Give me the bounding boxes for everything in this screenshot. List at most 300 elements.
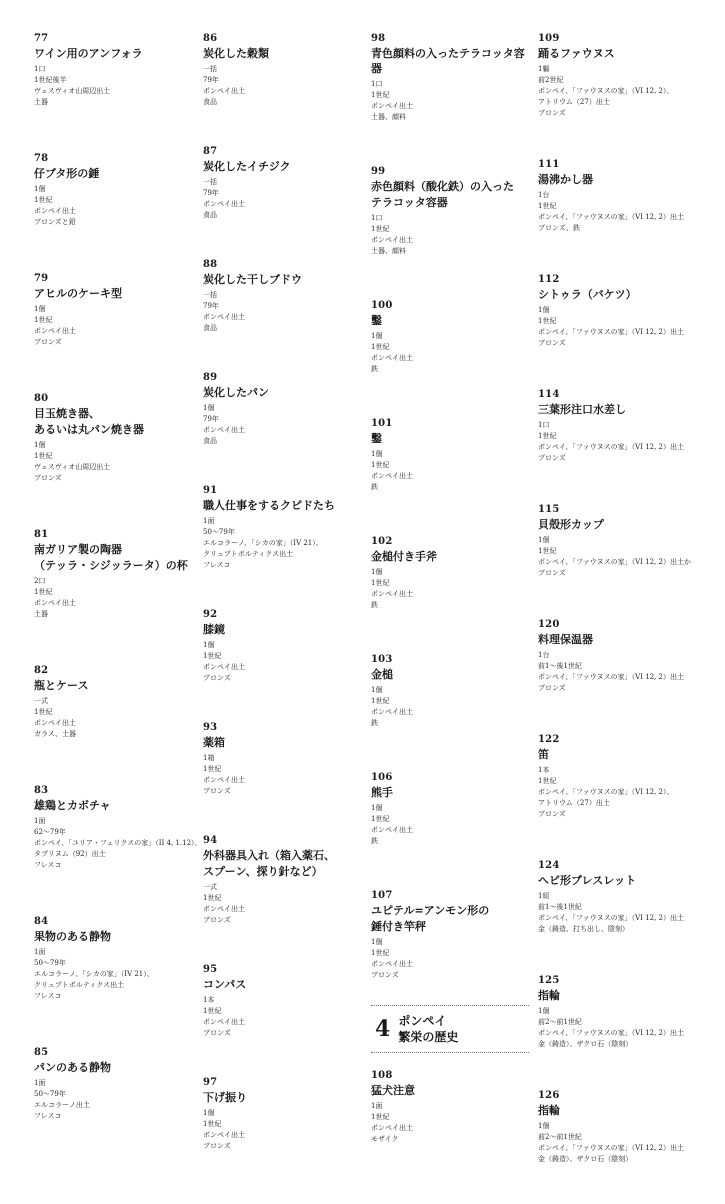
entry-detail-line: ブロンズ <box>34 338 62 346</box>
entry-title <box>371 785 529 800</box>
entry-detail-line: 鉄 <box>371 483 378 491</box>
section-number: 4 <box>375 1016 391 1042</box>
entry-title-line: 青色顔料の入ったテラコッタ容器 <box>371 47 525 75</box>
entry-detail-line: 1台 <box>538 191 550 199</box>
catalog-entry <box>34 528 192 620</box>
entry-detail-line: ポンペイ出土 <box>371 102 413 110</box>
entry-detail-line: ブロンズ <box>203 1029 231 1037</box>
entry-title <box>538 632 708 647</box>
entry-detail-line: 1個 <box>371 450 383 458</box>
entry-title <box>34 1060 192 1075</box>
entry-number: 101 <box>371 418 393 429</box>
entry-number: 89 <box>203 372 218 383</box>
entry-title-line: 薬箱 <box>203 736 225 749</box>
entry-title <box>34 542 192 573</box>
entry-detail-line: 一括 <box>203 65 217 73</box>
catalog-column-4 <box>538 32 708 1204</box>
entry-detail-line: ポンペイ出土 <box>371 960 413 968</box>
entry-detail-line: ポンペイ出土 <box>34 599 76 607</box>
entry-detail-line: 1組 <box>538 892 550 900</box>
entry-detail-line: 1世紀 <box>371 815 390 823</box>
entry-detail-line: ポンペイ、「ファウヌスの家」（VI 12, 2）出土 <box>538 1029 685 1037</box>
entry-detail-line: 1世紀 <box>371 949 390 957</box>
section-title-line: 繁栄の歴史 <box>398 1030 459 1044</box>
entry-detail-line: 1面 <box>34 817 46 825</box>
entry-title-line: 鑿 <box>371 314 382 327</box>
entry-detail-line: 1台 <box>538 651 550 659</box>
entry-detail-line: 一括 <box>203 178 217 186</box>
entry-detail-line: 食品 <box>203 324 217 332</box>
entry-title-line: 仔ブタ形の錘 <box>34 167 100 180</box>
entry-detail-line: ポンペイ出土 <box>203 905 245 913</box>
entry-detail-line: 土器、顔料 <box>371 113 406 121</box>
catalog-entry <box>34 784 202 871</box>
entry-detail-line: 79年 <box>203 415 219 423</box>
entry-number: 95 <box>203 964 218 975</box>
entry-detail-line: ポンペイ出土 <box>203 663 245 671</box>
entry-detail-line: 1世紀 <box>34 588 53 596</box>
entry-detail-line: ポンペイ出土 <box>34 719 76 727</box>
entry-detail-line: フレスコ <box>34 992 62 1000</box>
entry-detail-line: 一式 <box>34 697 48 705</box>
entry-detail-line: 1世紀 <box>203 765 222 773</box>
entry-detail-line: 1個 <box>538 306 550 314</box>
entry-detail-line: ブロンズ <box>538 684 566 692</box>
entry-title <box>371 1083 529 1098</box>
catalog-entry <box>203 32 363 108</box>
entry-detail-line: 食品 <box>203 98 217 106</box>
entry-number: 81 <box>34 529 49 540</box>
entry-detail-line: ポンペイ出土 <box>203 1131 245 1139</box>
catalog-entry <box>203 963 363 1039</box>
entry-title <box>203 159 363 174</box>
entry-detail-line: ポンペイ、「ファウヌスの家」（VI 12, 2）出土か <box>538 558 692 566</box>
entry-detail-line: ポンペイ出土 <box>34 327 76 335</box>
entry-title <box>538 517 708 532</box>
entry-detail-line: ブロンズ <box>538 454 566 462</box>
entry-detail-line: ブロンズ <box>538 810 566 818</box>
entry-title <box>34 46 192 61</box>
entry-detail-line: 1口 <box>371 214 383 222</box>
entry-detail-line: 1口 <box>538 421 550 429</box>
entry-detail-line: ポンペイ、「ファウヌスの家」（VI 12, 2）出土 <box>538 914 685 922</box>
entry-title-line: 外科器具入れ（箱入薬石、 <box>203 849 335 862</box>
entry-number: 84 <box>34 916 49 927</box>
entry-detail-line: 1個 <box>203 1109 215 1117</box>
catalog-entry <box>371 165 529 257</box>
entry-number: 125 <box>538 975 560 986</box>
entry-detail-line: 1世紀 <box>203 894 222 902</box>
entry-detail-line: ガラス、土器 <box>34 730 76 738</box>
entry-detail-line: 79年 <box>203 302 219 310</box>
entry-number: 111 <box>538 159 560 170</box>
entry-title-line: 錘付き竿秤 <box>371 920 426 933</box>
entry-title-line: ヘビ形ブレスレット <box>538 874 637 887</box>
entry-title-line: 鑿 <box>371 432 382 445</box>
entry-detail-line: ポンペイ出土 <box>203 426 245 434</box>
entry-detail-line: 1世紀 <box>538 547 557 555</box>
entry-number: 99 <box>371 166 386 177</box>
entry-title-line: （テッラ・シジッラータ）の杯 <box>34 559 188 572</box>
entry-number: 126 <box>538 1090 560 1101</box>
entry-number: 92 <box>203 609 218 620</box>
entry-detail-line: ヴェスヴィオ山周辺出土 <box>34 463 111 471</box>
entry-title <box>34 406 192 437</box>
catalog-entry <box>371 417 529 493</box>
entry-detail-line: ポンペイ出土 <box>371 826 413 834</box>
entry-title-line: 果物のある静物 <box>34 930 111 943</box>
entry-detail-line: モザイク <box>371 1135 399 1143</box>
entry-number: 87 <box>203 146 218 157</box>
catalog-entry <box>203 721 363 797</box>
catalog-column-2 <box>203 32 363 1189</box>
entry-detail-line: 1世紀 <box>203 652 222 660</box>
entry-title <box>371 179 529 210</box>
entry-number: 86 <box>203 33 218 44</box>
entry-detail-line: フレスコ <box>34 861 62 869</box>
entry-title <box>34 286 192 301</box>
entry-title <box>371 903 529 934</box>
entry-detail-line: 1面 <box>34 948 46 956</box>
entry-detail-line: ブロンズ <box>203 1142 231 1150</box>
entry-title-line: 赤色顔料（酸化鉄）の入った <box>371 180 514 193</box>
entry-detail-line: ポンペイ出土 <box>371 590 413 598</box>
entry-title <box>34 929 192 944</box>
entry-detail-line: 1本 <box>203 996 215 1004</box>
entry-detail-line: ポンペイ出土 <box>203 200 245 208</box>
entry-title <box>203 272 363 287</box>
entry-detail-line: 1世紀 <box>34 708 53 716</box>
entry-number: 115 <box>538 504 560 515</box>
catalog-entry <box>203 145 363 221</box>
entry-detail-line: 1個 <box>203 641 215 649</box>
entry-detail-line: ポンペイ、「ファウヌスの家」（VI 12, 2）出土 <box>538 443 685 451</box>
entry-detail-line: ヴェスヴィオ山周辺出土 <box>34 87 111 95</box>
entry-title-line: 指輪 <box>538 1104 560 1117</box>
entry-detail-line: タブリヌム（92）出土 <box>34 850 106 858</box>
entry-detail-line: 1面 <box>203 517 215 525</box>
catalog-entry <box>371 32 529 123</box>
catalog-entry <box>538 1089 708 1165</box>
entry-title-line: 料理保温器 <box>538 633 593 646</box>
entry-detail-line: 土器 <box>34 610 48 618</box>
entry-detail-line: 1個 <box>371 938 383 946</box>
catalog-column-3 <box>371 32 529 1187</box>
entry-detail-line: 1面 <box>371 1102 383 1110</box>
entry-detail-line: 1世紀後半 <box>34 76 67 84</box>
entry-detail-line: 1世紀 <box>371 461 390 469</box>
entry-detail-line: ポンペイ、「ファウヌスの家」（VI 12, 2）出土 <box>538 213 685 221</box>
entry-detail-line: エルコラーノ、「シカの家」（IV 21）、 <box>203 539 323 547</box>
entry-detail-line: 79年 <box>203 189 219 197</box>
entry-title <box>538 747 708 762</box>
catalog-entry <box>371 1069 529 1145</box>
entry-detail-line: 鉄 <box>371 719 378 727</box>
entry-detail-line: 1個 <box>34 441 46 449</box>
entry-detail-line: ポンペイ、「ファウヌスの家」（VI 12, 2）出土 <box>538 673 685 681</box>
entry-title-line: 金槌 <box>371 668 393 681</box>
entry-detail-line: 1世紀 <box>538 317 557 325</box>
entry-number: 122 <box>538 734 560 745</box>
entry-title-line: シトゥラ（バケツ） <box>538 288 637 301</box>
entry-detail-line: 1世紀 <box>538 432 557 440</box>
entry-number: 91 <box>203 485 218 496</box>
entry-detail-line: 1個 <box>538 536 550 544</box>
entry-detail-line: 一式 <box>203 883 217 891</box>
entry-title <box>371 667 529 682</box>
entry-detail-line: 50〜79年 <box>34 959 66 967</box>
entry-detail-line: ポンペイ出土 <box>34 207 76 215</box>
entry-detail-line: 1世紀 <box>371 343 390 351</box>
entry-detail-line: 1世紀 <box>371 225 390 233</box>
catalog-entry <box>538 158 708 234</box>
entry-detail-line: 1個 <box>538 1122 550 1130</box>
entry-title-line: 目玉焼き器、 <box>34 407 100 420</box>
entry-title-line: 炭化した干しブドウ <box>203 273 302 286</box>
entry-title-line: 瓶とケース <box>34 679 89 692</box>
entry-detail-line: ポンペイ出土 <box>203 313 245 321</box>
entry-detail-line: 1世紀 <box>371 579 390 587</box>
entry-detail-line: 1世紀 <box>371 1113 390 1121</box>
entry-title-line: 三葉形注口水差し <box>538 403 626 416</box>
entry-title-line: パンのある静物 <box>34 1061 111 1074</box>
catalog-entry <box>34 272 192 348</box>
entry-detail-line: ポンペイ、「ファウヌスの家」（VI 12, 2）出土 <box>538 328 685 336</box>
entry-detail-line: アトリウム（27）出土 <box>538 98 610 106</box>
entry-title-line: 炭化したパン <box>203 386 269 399</box>
entry-title-line: テラコッタ容器 <box>371 196 448 209</box>
entry-number: 94 <box>203 835 218 846</box>
entry-detail-line: ポンペイ、「ファウヌスの家」（VI 12, 2）、 <box>538 788 674 796</box>
entry-detail-line: 1世紀 <box>371 697 390 705</box>
entry-detail-line: 2口 <box>34 577 46 585</box>
entry-title <box>203 977 363 992</box>
entry-detail-line: 1本 <box>538 766 550 774</box>
entry-title-line: 猛犬注意 <box>371 1084 415 1097</box>
entry-detail-line: アトリウム（27）出土 <box>538 799 610 807</box>
entry-detail-line: 79年 <box>203 76 219 84</box>
entry-title <box>538 1103 708 1118</box>
entry-detail-line: ポンペイ出土 <box>203 1018 245 1026</box>
catalog-entry <box>34 392 192 484</box>
entry-number: 85 <box>34 1047 49 1058</box>
entry-detail-line: 食品 <box>203 437 217 445</box>
entry-title-line: コンパス <box>203 978 247 991</box>
entry-number: 93 <box>203 722 218 733</box>
entry-detail-line: 土器、顔料 <box>371 247 406 255</box>
entry-number: 107 <box>371 890 393 901</box>
catalog-entry <box>538 733 708 820</box>
entry-title <box>538 172 708 187</box>
entry-title-line: 職人仕事をするクピドたち <box>203 499 335 512</box>
entry-title-line: 踊るファウヌス <box>538 47 615 60</box>
entry-number: 78 <box>34 153 49 164</box>
entry-title-line: 雄鶏とカボチャ <box>34 799 111 812</box>
entry-title-line: 炭化したイチジク <box>203 160 291 173</box>
entry-detail-line: 1世紀 <box>538 202 557 210</box>
entry-number: 108 <box>371 1070 393 1081</box>
entry-detail-line: ブロンズ <box>203 916 231 924</box>
entry-detail-line: 食品 <box>203 211 217 219</box>
entry-title <box>203 498 363 513</box>
entry-number: 124 <box>538 860 560 871</box>
entry-detail-line: 62〜79年 <box>34 828 66 836</box>
entry-detail-line: フレスコ <box>203 561 231 569</box>
catalog-entry <box>371 653 529 729</box>
entry-number: 79 <box>34 273 49 284</box>
entry-title <box>34 678 192 693</box>
catalog-entry <box>203 834 363 926</box>
entry-detail-line: ブロンズ <box>34 474 62 482</box>
entry-number: 112 <box>538 274 560 285</box>
entry-number: 97 <box>203 1077 218 1088</box>
entry-detail-line: 1個 <box>203 404 215 412</box>
entry-title <box>371 313 529 328</box>
entry-detail-line: 鉄 <box>371 601 378 609</box>
entry-detail-line: ブロンズ <box>538 339 566 347</box>
entry-title <box>538 287 708 302</box>
entry-title-line: 湯沸かし器 <box>538 173 593 186</box>
entry-detail-line: ブロンズと鉛 <box>34 218 76 226</box>
catalog-entry <box>203 371 363 447</box>
entry-detail-line: 1個 <box>538 1007 550 1015</box>
entry-detail-line: ブロンズ、鉄 <box>538 224 580 232</box>
entry-detail-line: 1口 <box>34 65 46 73</box>
entry-title <box>538 873 708 888</box>
entry-number: 88 <box>203 259 218 270</box>
entry-detail-line: 1面 <box>34 1079 46 1087</box>
entry-number: 114 <box>538 389 560 400</box>
entry-detail-line: 1箱 <box>203 754 215 762</box>
entry-detail-line: ブロンズ <box>371 971 399 979</box>
entry-number: 77 <box>34 33 49 44</box>
entry-title <box>34 166 192 181</box>
entry-number: 80 <box>34 393 49 404</box>
entry-detail-line: ポンペイ出土 <box>371 708 413 716</box>
catalog-entry <box>371 889 529 981</box>
catalog-entry <box>34 1046 192 1122</box>
catalog-entry <box>538 503 708 579</box>
entry-title-line: 金槌付き手斧 <box>371 550 437 563</box>
entry-detail-line: 1個 <box>371 804 383 812</box>
entry-detail-line: 1世紀 <box>203 1007 222 1015</box>
section-heading <box>371 1005 529 1053</box>
entry-title <box>371 549 529 564</box>
entry-detail-line: ブロンズ <box>538 109 566 117</box>
catalog-entry <box>538 273 708 349</box>
entry-number: 103 <box>371 654 393 665</box>
entry-title <box>203 385 363 400</box>
entry-title-line: 熊手 <box>371 786 393 799</box>
entry-title <box>203 1090 363 1105</box>
entry-detail-line: ブロンズ <box>203 787 231 795</box>
catalog-column-1 <box>34 32 202 1166</box>
entry-detail-line: 1個 <box>371 332 383 340</box>
entry-detail-line: ポンペイ、「ファウヌスの家」（VI 12, 2）出土 <box>538 1144 685 1152</box>
catalog-entry <box>34 915 192 1002</box>
catalog-entry <box>34 664 192 740</box>
entry-number: 83 <box>34 785 49 796</box>
entry-detail-line: ブロンズ <box>538 569 566 577</box>
entry-detail-line: ポンペイ出土 <box>371 472 413 480</box>
entry-detail-line: ポンペイ出土 <box>203 776 245 784</box>
entry-title <box>371 46 529 76</box>
entry-detail-line: フレスコ <box>34 1112 62 1120</box>
entry-title-line: 指輪 <box>538 989 560 1002</box>
catalog-entry <box>203 258 363 334</box>
entry-title-line: 炭化した穀類 <box>203 47 269 60</box>
entry-detail-line: 1世紀 <box>34 316 53 324</box>
entry-detail-line: 鉄 <box>371 365 378 373</box>
catalog-entry <box>538 32 708 119</box>
entry-detail-line: 金（鋳造）、ザクロ石（陰刻） <box>538 1040 633 1048</box>
entry-detail-line: ブロンズ <box>203 674 231 682</box>
entry-title <box>203 848 363 879</box>
catalog-entry <box>538 618 708 694</box>
entry-title-line: 下げ振り <box>203 1091 247 1104</box>
entry-detail-line: ポンペイ出土 <box>371 1124 413 1132</box>
entry-title <box>203 735 363 750</box>
entry-detail-line: 50〜79年 <box>203 528 235 536</box>
entry-detail-line: 金（鋳造）、ザクロ石（陰刻） <box>538 1155 633 1163</box>
entry-title-line: ワイン用のアンフォラ <box>34 47 143 60</box>
entry-number: 109 <box>538 33 560 44</box>
entry-detail-line: 1世紀 <box>371 91 390 99</box>
catalog-entry <box>203 1076 363 1152</box>
entry-detail-line: ポンペイ、「ユリア・フェリクスの家」（II 4, 1.12）、 <box>34 839 202 847</box>
entry-title-line: スプーン、探り針など） <box>203 865 323 878</box>
entry-detail-line: 前2世紀 <box>538 76 564 84</box>
entry-detail-line: 1個 <box>371 568 383 576</box>
catalog-entry <box>203 484 363 571</box>
entry-detail-line: 50〜79年 <box>34 1090 66 1098</box>
entry-title-line: アヒルのケーキ型 <box>34 287 122 300</box>
entry-detail-line: 1世紀 <box>34 452 53 460</box>
entry-title-line: 貝殻形カップ <box>538 518 604 531</box>
catalog-entry <box>538 388 708 464</box>
entry-number: 82 <box>34 665 49 676</box>
section-title <box>398 1013 458 1045</box>
entry-title-line: ユピテル=アンモン形の <box>371 904 490 917</box>
entry-detail-line: 1世紀 <box>538 777 557 785</box>
catalog-entry <box>371 771 529 847</box>
entry-detail-line: クリュプトポルティクス出土 <box>34 981 125 989</box>
entry-detail-line: 前1〜後1世紀 <box>538 903 582 911</box>
entry-detail-line: 前1〜後1世紀 <box>538 662 582 670</box>
catalog-entry <box>34 152 192 228</box>
entry-detail-line: 土器 <box>34 98 48 106</box>
entry-detail-line: 1世紀 <box>203 1120 222 1128</box>
entry-title <box>34 798 192 813</box>
entry-detail-line: 1口 <box>371 80 383 88</box>
entry-detail-line: ポンペイ出土 <box>203 87 245 95</box>
entry-number: 102 <box>371 536 393 547</box>
entry-detail-line: 鉄 <box>371 837 378 845</box>
entry-detail-line: 1世紀 <box>34 196 53 204</box>
catalog-entry <box>371 535 529 611</box>
entry-detail-line: 前2〜前1世紀 <box>538 1133 582 1141</box>
entry-title-line: 笛 <box>538 748 549 761</box>
catalog-entry <box>203 608 363 684</box>
entry-title-line: 南ガリア製の陶器 <box>34 543 122 556</box>
section-title-line: ポンペイ <box>398 1014 447 1028</box>
catalog-entry <box>538 859 708 935</box>
entry-number: 98 <box>371 33 386 44</box>
entry-title <box>538 402 708 417</box>
entry-detail-line: 前2〜前1世紀 <box>538 1018 582 1026</box>
entry-detail-line: ポンペイ出土 <box>371 354 413 362</box>
entry-title-line: 膝鏡 <box>203 623 225 636</box>
